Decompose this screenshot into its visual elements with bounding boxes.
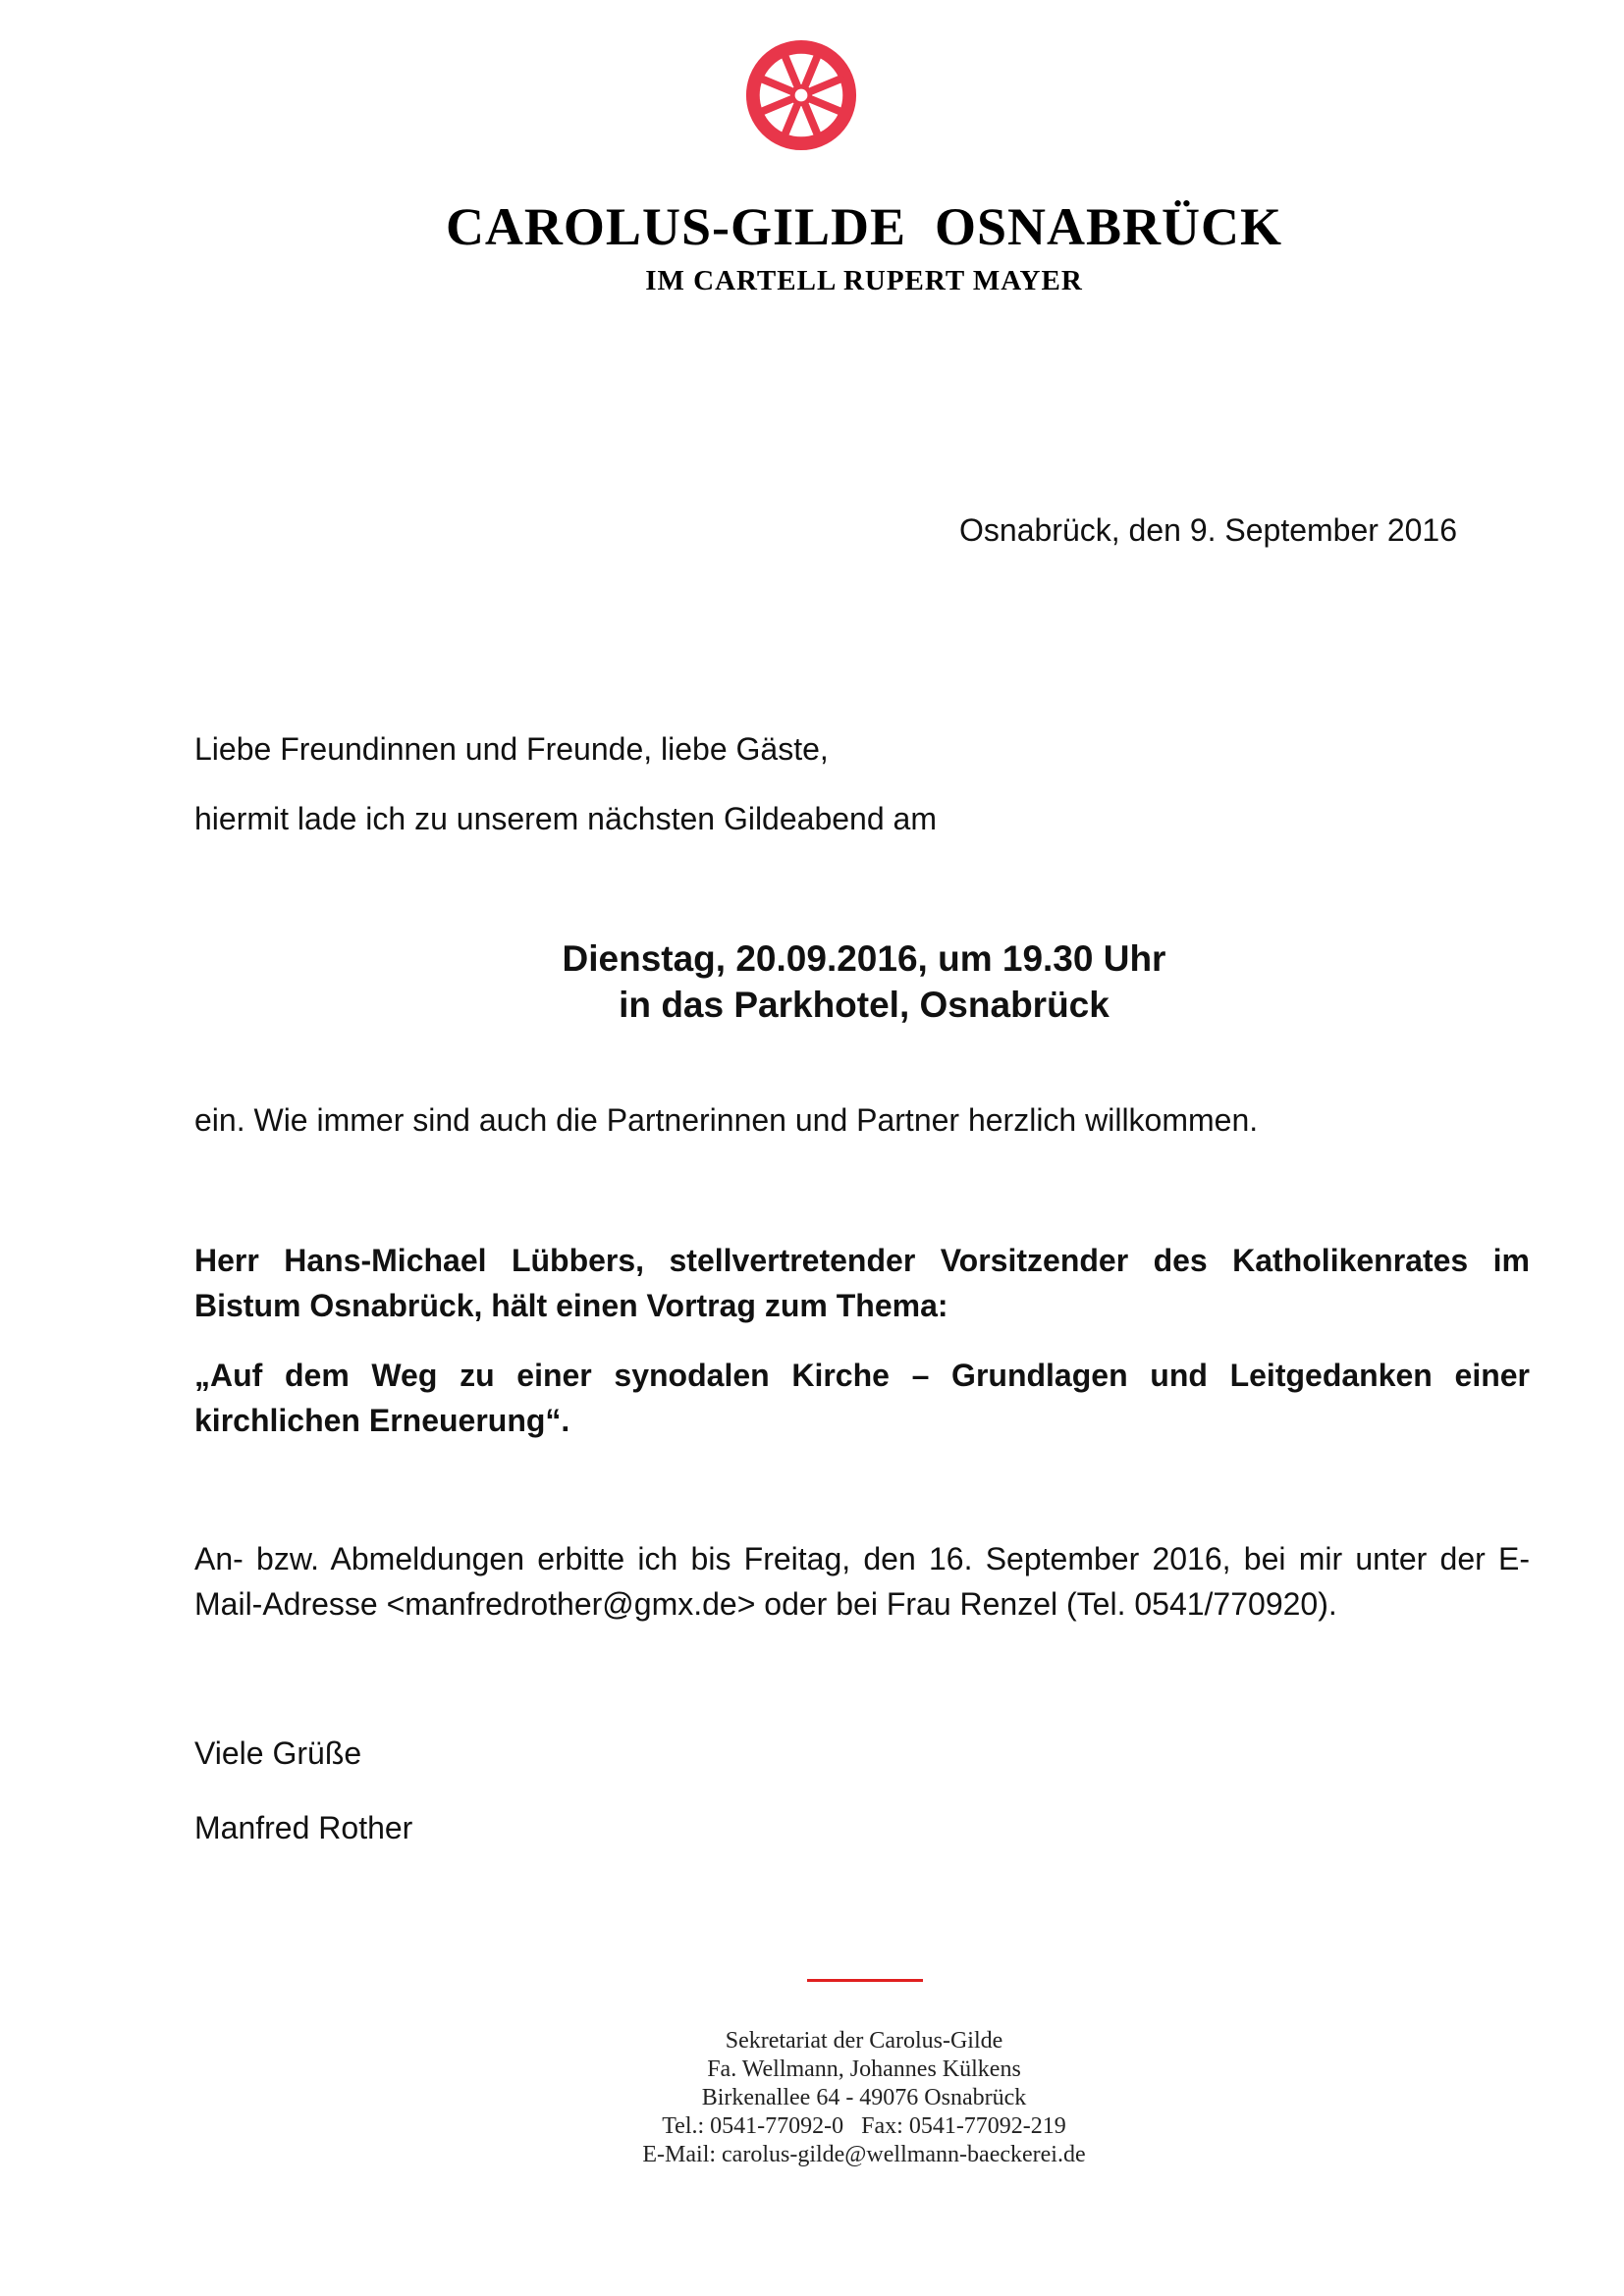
event-location: in das Parkhotel, Osnabrück xyxy=(619,985,1110,1025)
wheel-spoke xyxy=(806,106,818,134)
wheel-spoke xyxy=(785,56,796,84)
wheel-spoke xyxy=(812,79,840,90)
closing: Viele Grüße xyxy=(194,1735,362,1771)
footer-line-street: Birkenallee 64 - 49076 Osnabrück xyxy=(701,2085,1027,2110)
salutation: Liebe Freundinnen und Freunde, liebe Gäste, xyxy=(194,731,829,767)
wheel-spoke xyxy=(785,106,796,134)
red-wheel-icon xyxy=(743,37,859,153)
footer-divider xyxy=(807,1979,923,1982)
footer-line-email: E-Mail: carolus-gilde@wellmann-baeckerei.de xyxy=(642,2142,1086,2167)
footer-line-secretariat: Sekretariat der Carolus-Gilde xyxy=(725,2028,1003,2054)
welcome-text: ein. Wie immer sind auch die Partnerinnen und Partner herzlich willkommen. xyxy=(194,1102,1259,1138)
footer-line-company: Fa. Wellmann, Johannes Külkens xyxy=(707,2056,1021,2082)
footer-line-phone: Tel.: 0541-77092-0 Fax: 0541-77092-219 xyxy=(662,2113,1066,2139)
lecture-topic: „Auf dem Weg zu einer synodalen Kirche – Grundlagen und Leitgedanken einer kirchlichen Erneuerung“. xyxy=(194,1358,1530,1438)
registration-paragraph: An- bzw. Abmeldungen erbitte ich bis Freitag, den 16. September 2016, bei mir unter der E-Mail-Adresse <manfredrother@gmx.de> oder bei Frau Renzel (Tel. 0541/770920). xyxy=(194,1541,1530,1622)
signature: Manfred Rother xyxy=(194,1810,413,1845)
organization-title: CAROLUS-GILDE OSNABRÜCK xyxy=(445,197,1283,256)
wheel-spoke xyxy=(762,100,790,112)
organization-subtitle: IM CARTELL RUPERT MAYER xyxy=(645,265,1083,296)
footer-address xyxy=(0,2027,1624,2169)
speaker-paragraph: Herr Hans-Michael Lübbers, stellvertretender Vorsitzender des Katholikenrates im Bistum Osnabrück, hält einen Vortrag zum Thema: xyxy=(194,1243,1530,1323)
wheel-spoke xyxy=(812,100,840,112)
wheel-spoke xyxy=(762,79,790,90)
wheel-spoke xyxy=(806,56,818,84)
event-date-time: Dienstag, 20.09.2016, um 19.30 Uhr xyxy=(562,938,1166,979)
intro-text: hiermit lade ich zu unserem nächsten Gildeabend am xyxy=(194,801,937,836)
letter-date: Osnabrück, den 9. September 2016 xyxy=(959,512,1457,548)
